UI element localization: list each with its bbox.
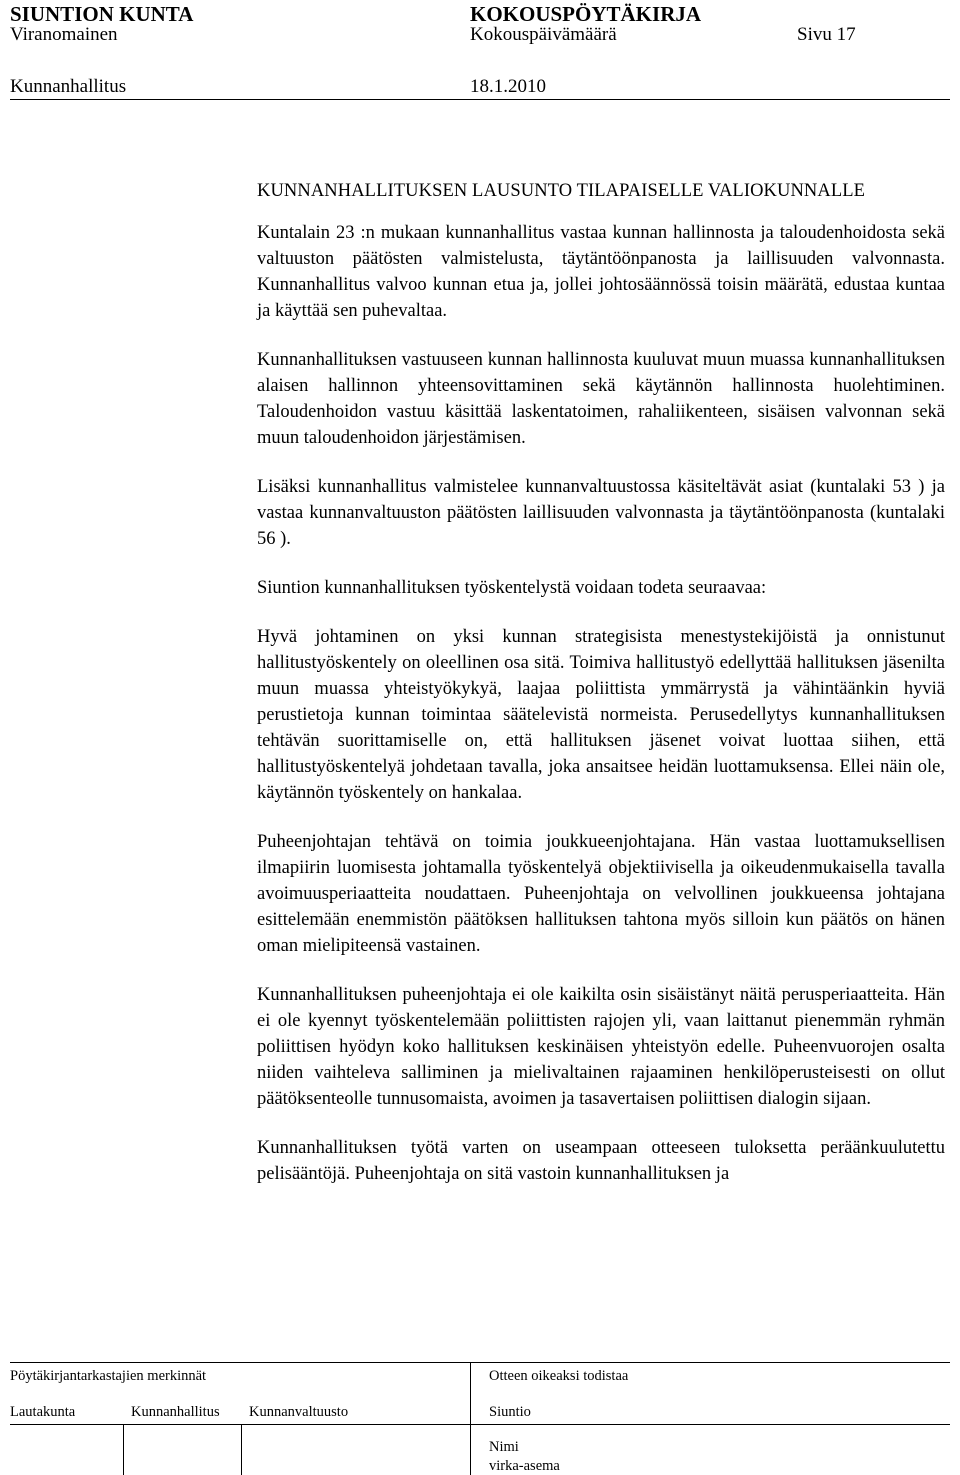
copy-certified-label: Otteen oikeaksi todistaa [489,1368,629,1384]
footer-title-label: virka-asema [489,1458,560,1474]
reviewers-label: Pöytäkirjantarkastajien merkinnät [10,1368,207,1384]
document-body [257,178,945,1187]
authority-label: Viranomainen [10,24,118,45]
section-title: KUNNANHALLITUKSEN LAUSUNTO TILAPAISELLE VALIOKUNNALLE [257,181,866,201]
paragraph: Kunnanhallituksen puheenjohtaja ei ole kaikilta osin sisäistänyt näitä perusperiaatteita. Hän ei ole kyennyt työskentelemään poliittisten rajojen yli, vaan laittanut pienemmän ryhmän poliittisen hyödyn koko hallituksen keskinäisen yhteistyön edelle. Puheenvuorojen osalta niiden vaihteleva salliminen ja mielivaltainen rajaaminen henkilöperusteisesti on ollut päätöksenteolle tunnusomaista, avoimen ja tasavertaisen poliittisen dialogin sijaan. [257,985,945,1109]
footer-place: Siuntio [489,1404,531,1420]
footer-column-divider [470,1362,471,1475]
paragraph: Kunnanhallituksen työtä varten on useampaan otteeseen tuloksetta peräänkuulutettu pelisääntöjä. Puheenjohtaja on sitä vastoin kunnanhallituksen ja [257,1138,945,1184]
header-divider [10,99,950,100]
page-number: Sivu 17 [797,24,856,45]
meeting-date: 18.1.2010 [470,76,546,97]
document-type: KOKOUSPÖYTÄKIRJA [470,2,702,26]
meeting-date-label: Kokouspäivämäärä [470,24,617,45]
authority: Kunnanhallitus [10,76,127,97]
footer-body-kunnanvaltuusto: Kunnanvaltuusto [249,1404,349,1420]
footer-column-divider [241,1424,242,1475]
paragraph: Kunnanhallituksen vastuuseen kunnan hallinnosta kuuluvat muun muassa kunnanhallituksen alaisen hallinnon yhteensovittaminen sekä käytännön hallinnosta huolehtiminen. Taloudenhoidon vastuu käsittää laskentatoimen, rahaliikenteen, sisäisen valvonnan sekä muun taloudenhoidon järjestämisen. [257,350,945,448]
footer-middle-rule [10,1424,950,1425]
footer-top-rule [10,1362,950,1363]
paragraph: Lisäksi kunnanhallitus valmistelee kunnanvaltuustossa käsiteltävät asiat (kuntalaki 53 ) ja vastaa kunnanvaltuuston päätösten laillisuuden valvonnasta ja täytäntöönpanosta (kuntalaki 56 ). [257,477,945,549]
footer-body-lautakunta: Lautakunta [10,1404,76,1420]
footer-body-kunnanhallitus: Kunnanhallitus [131,1404,220,1420]
paragraph: Siuntion kunnanhallituksen työskentelystä voidaan todeta seuraavaa: [257,578,767,598]
footer [0,1362,960,1475]
municipality-name: SIUNTION KUNTA [10,2,194,26]
paragraph: Kuntalain 23 :n mukaan kunnanhallitus vastaa kunnan hallinnosta ja taloudenhoidosta sekä valtuuston päätösten valmistelusta, täytäntöönpanosta ja laillisuuden valvonnasta. Kunnanhallitus valvoo kunnan etua ja, jollei johtosäännössä toisin määrätä, edustaa kuntaa ja käyttää sen puhevaltaa. [257,223,945,321]
footer-column-divider [123,1424,124,1475]
paragraph: Puheenjohtajan tehtävä on toimia joukkueenjohtajana. Hän vastaa luottamuksellisen ilmapiirin luomisesta johtamalla työskentelyä objektiivisella ja oikeudenmukaisella tavalla avoimuusperiaatteita noudattaen. Puheenjohtaja on velvollinen joukkueensa johtajana esittelemään enemmistön päätöksen hallituksen tahtona myös silloin kun päätös on hänen oman mielipiteensä vastainen. [257,832,945,956]
paragraph: Hyvä johtaminen on yksi kunnan strategisista menestystekijöistä ja onnistunut hallitustyöskentely on oleellinen osa sitä. Toimiva hallitustyö edellyttää hallituksen jäsenilta muun muassa yhteistyökykyä, laajaa poliittista ymmärrystä ja vähintäänkin hyviä perustietoja kunnan toimintaa säätelevistä normeista. Perusedellytys kunnanhallituksen tehtävän suorittamiselle on, että hallituksen jäsenet voivat luottaa siihen, että hallitustyöskentelyä johdetaan tavalla, joka ansaitsee heidän luottamuksensa. Ellei näin ole, käytännön työskentely on hankalaa. [257,627,945,803]
footer-name-label: Nimi [489,1439,519,1455]
